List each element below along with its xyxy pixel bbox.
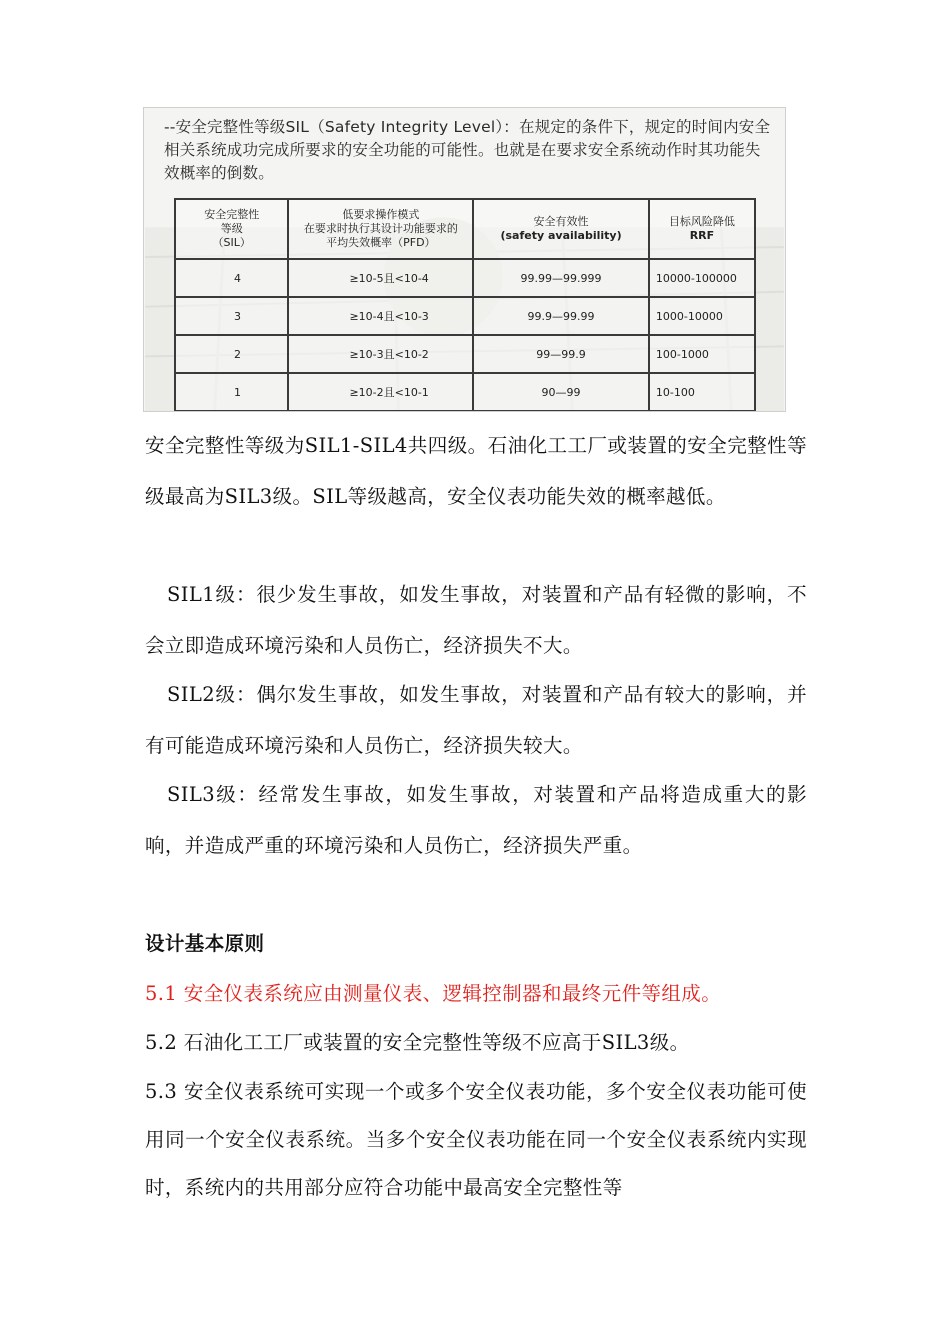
cell-availability: 99—99.9 [473,335,649,373]
sil-table [174,198,756,412]
sil-definition-text: --安全完整性等级SIL（Safety Integrity Level）：在规定的条件下，规定的时间内安全相关系统成功完成所要求的安全功能的可能性。也就是在要求安全系统动作时其功能失效概率的倒数。 [164,118,771,182]
cell-rrf: 1000-10000 [649,297,755,335]
cell-level: 2 [175,335,288,373]
cell-availability: 99.99—99.999 [473,259,649,297]
item-5-2: 5.2 石油化工工厂或装置的安全完整性等级不应高于SIL3级。 [145,1031,690,1054]
cell-pfd: ≥10-3且<10-2 [288,335,473,373]
sil-table-header-row [175,199,755,259]
header-pfd: 低要求操作模式 在要求时执行其设计功能要求的 平均失效概率（PFD） [288,199,473,259]
table-row [175,335,755,373]
table-row [175,259,755,297]
cell-availability: 99.9—99.99 [473,297,649,335]
intro-paragraph: 安全完整性等级为SIL1-SIL4共四级。石油化工工厂或装置的安全完整性等级最高为SIL3级。SIL等级越高，安全仪表功能失效的概率越低。 [145,434,807,508]
cell-level: 1 [175,373,288,411]
header-level: 安全完整性 等级 （SIL） [175,199,288,259]
sil2-paragraph: SIL2级：偶尔发生事故，如发生事故，对装置和产品有较大的影响，并有可能造成环境污染和人员伤亡，经济损失较大。 [145,683,807,757]
cell-pfd: ≥10-4且<10-3 [288,297,473,335]
header-rrf: 目标风险降低 RRF [649,199,755,259]
table-row [175,373,755,411]
table-row [175,297,755,335]
section-heading: 设计基本原则 [145,932,265,955]
sil1-paragraph: SIL1级：很少发生事故，如发生事故，对装置和产品有轻微的影响，不会立即造成环境污染和人员伤亡，经济损失不大。 [145,583,807,657]
cell-rrf: 100-1000 [649,335,755,373]
sil-definition-figure [143,107,786,412]
item-5-3: 5.3 安全仪表系统可实现一个或多个安全仪表功能，多个安全仪表功能可使用同一个安全仪表系统。当多个安全仪表功能在同一个安全仪表系统内实现时，系统内的共用部分应符合功能中最高安全完整性等 [145,1080,807,1199]
sil3-paragraph: SIL3级：经常发生事故，如发生事故，对装置和产品将造成重大的影响，并造成严重的环境污染和人员伤亡，经济损失严重。 [145,783,807,857]
cell-level: 4 [175,259,288,297]
cell-rrf: 10000-100000 [649,259,755,297]
cell-level: 3 [175,297,288,335]
cell-availability: 90—99 [473,373,649,411]
header-availability: 安全有效性 (safety availability) [473,199,649,259]
cell-pfd: ≥10-5且<10-4 [288,259,473,297]
cell-rrf: 10-100 [649,373,755,411]
cell-pfd: ≥10-2且<10-1 [288,373,473,411]
item-5-1: 5.1 安全仪表系统应由测量仪表、逻辑控制器和最终元件等组成。 [145,982,722,1005]
